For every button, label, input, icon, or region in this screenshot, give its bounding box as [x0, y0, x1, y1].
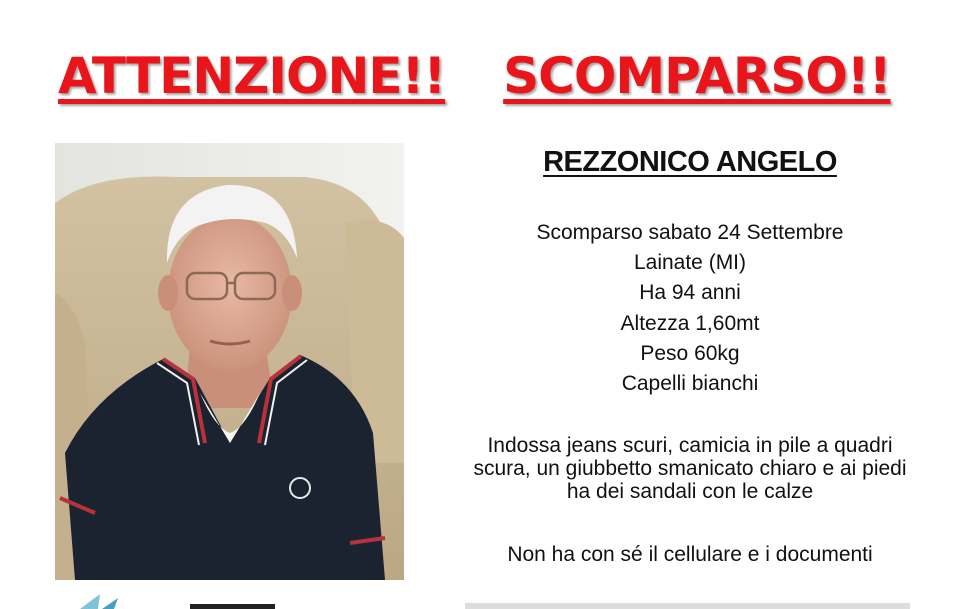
- detail-hair: Capelli bianchi: [621, 372, 759, 396]
- detail-height: Altezza 1,60mt: [620, 311, 760, 335]
- detail-place: Lainate (MI): [633, 251, 747, 275]
- clothing-description: [430, 434, 950, 503]
- headline-attention: ATTENZIONE!!: [58, 47, 446, 105]
- cropped-footer: [60, 590, 940, 609]
- clothing-line: Indossa jeans scuri, camicia in pile a quadri: [487, 434, 893, 457]
- person-name: REZZONICO ANGELO: [543, 146, 837, 178]
- missing-person-photo: [55, 143, 404, 580]
- documents-note: Non ha con sé il cellulare e i documenti: [507, 543, 873, 566]
- detail-age: Ha 94 anni: [639, 281, 741, 305]
- detail-date: Scomparso sabato 24 Settembre: [536, 221, 844, 244]
- headline-missing: SCOMPARSO!!: [503, 47, 891, 105]
- detail-weight: Peso 60kg: [640, 341, 740, 365]
- portrait-illustration: [55, 143, 404, 580]
- clothing-line: scura, un giubbetto smanicato chiaro e ai piedi: [473, 457, 907, 480]
- clothing-line: ha dei sandali con le calze: [566, 480, 814, 503]
- missing-headline: [58, 44, 891, 108]
- cropped-footer-marks: [60, 590, 940, 609]
- person-details: [440, 218, 940, 399]
